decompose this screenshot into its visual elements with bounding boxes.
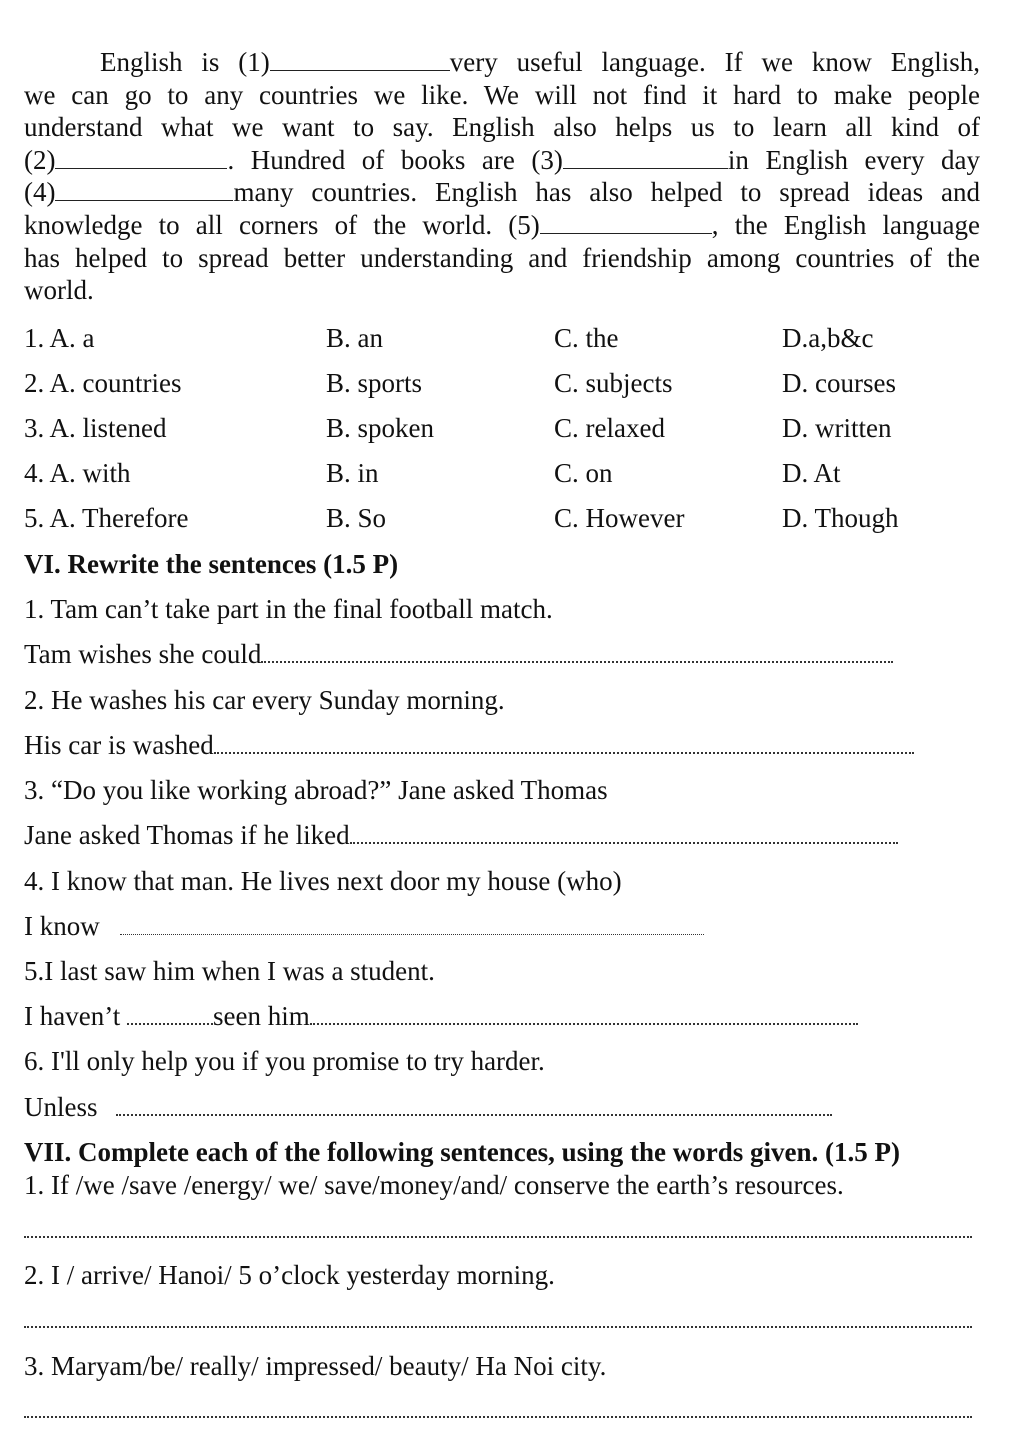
answer-blank[interactable] (127, 1015, 213, 1025)
cloze-passage (24, 46, 980, 307)
answer-line[interactable] (310, 1015, 858, 1025)
rewrite-question-5: 5.I last saw him when I was a student. (24, 956, 435, 986)
rewrite-answer-2: His car is washed (24, 728, 914, 762)
answer-line[interactable] (350, 834, 898, 844)
rewrite-question-6: 6. I'll only help you if you promise to try harder. (24, 1046, 545, 1076)
passage-line: (4) many countries. English has also helped to spread ideas and (24, 177, 980, 208)
rewrite-answer-1: Tam wishes she could (24, 637, 893, 671)
answer-line[interactable] (120, 926, 704, 935)
rewrite-question-3: 3. “Do you like working abroad?” Jane asked Thomas (24, 775, 608, 805)
answer-line[interactable] (261, 653, 893, 663)
passage-line: has helped to spread better understanding and friendship among countries of the (24, 242, 980, 273)
option-c[interactable]: C. subjects (554, 368, 673, 398)
answer-line[interactable] (116, 1106, 832, 1116)
passage-line: knowledge to all corners of the world. (5) , the English language (24, 209, 980, 240)
answer-line[interactable] (214, 744, 914, 754)
section-7-heading: VII. Complete each of the following sentences, using the words given. (1.5 P) (24, 1137, 900, 1167)
option-d[interactable]: D. Though (782, 503, 899, 533)
option-c[interactable]: C. relaxed (554, 413, 665, 443)
option-a[interactable]: 4. A. with (24, 458, 131, 488)
option-a[interactable]: 1. A. a (24, 323, 95, 353)
passage-line: we can go to any countries we like. We will not find it hard to make people (24, 79, 980, 110)
option-b[interactable]: B. spoken (326, 413, 434, 443)
option-c[interactable]: C. However (554, 503, 685, 533)
rewrite-question-1: 1. Tam can’t take part in the final football match. (24, 594, 553, 624)
blank-4[interactable] (55, 176, 233, 201)
blank-2[interactable] (55, 144, 227, 169)
rewrite-question-2: 2. He washes his car every Sunday morning. (24, 685, 505, 715)
option-d[interactable]: D. At (782, 458, 841, 488)
option-c[interactable]: C. on (554, 458, 613, 488)
answer-line[interactable] (24, 1408, 972, 1418)
passage-line: (2) . Hundred of books are (3) in English every day (24, 144, 980, 175)
answer-line[interactable] (24, 1318, 972, 1328)
blank-5[interactable] (540, 209, 712, 234)
option-b[interactable]: B. in (326, 458, 379, 488)
option-a[interactable]: 5. A. Therefore (24, 503, 189, 533)
complete-question-2: 2. I / arrive/ Hanoi/ 5 o’clock yesterday morning. (24, 1260, 555, 1290)
option-b[interactable]: B. So (326, 503, 387, 533)
complete-question-3: 3. Maryam/be/ really/ impressed/ beauty/ Ha Noi city. (24, 1351, 607, 1381)
option-b[interactable]: B. sports (326, 368, 423, 398)
blank-3[interactable] (563, 144, 728, 169)
complete-answer-3 (24, 1392, 972, 1426)
rewrite-question-4: 4. I know that man. He lives next door my house (who) (24, 866, 622, 896)
rewrite-answer-5: I haven’t seen him (24, 999, 858, 1033)
blank-1[interactable] (270, 46, 450, 71)
section-6-heading: VI. Rewrite the sentences (1.5 P) (24, 549, 399, 579)
option-c[interactable]: C. the (554, 323, 619, 353)
complete-answer-1 (24, 1212, 972, 1246)
option-b[interactable]: B. an (326, 323, 383, 353)
passage-line: understand what we want to say. English also helps us to learn all kind of (24, 112, 980, 143)
passage-line: English is (1) very useful language. If we know English, (100, 47, 980, 77)
option-d[interactable]: D. courses (782, 368, 896, 398)
answer-line[interactable] (24, 1228, 972, 1238)
complete-question-1: 1. If /we /save /energy/ we/ save/money/and/ conserve the earth’s resources. (24, 1170, 844, 1200)
passage-line: world. (24, 275, 94, 306)
rewrite-answer-4: I know (24, 909, 704, 943)
option-a[interactable]: 2. A. countries (24, 368, 182, 398)
complete-answer-2 (24, 1302, 972, 1336)
option-d[interactable]: D.a,b&c (782, 323, 874, 353)
rewrite-answer-6: Unless (24, 1090, 832, 1124)
option-a[interactable]: 3. A. listened (24, 413, 167, 443)
rewrite-answer-3: Jane asked Thomas if he liked (24, 818, 898, 852)
option-d[interactable]: D. written (782, 413, 892, 443)
